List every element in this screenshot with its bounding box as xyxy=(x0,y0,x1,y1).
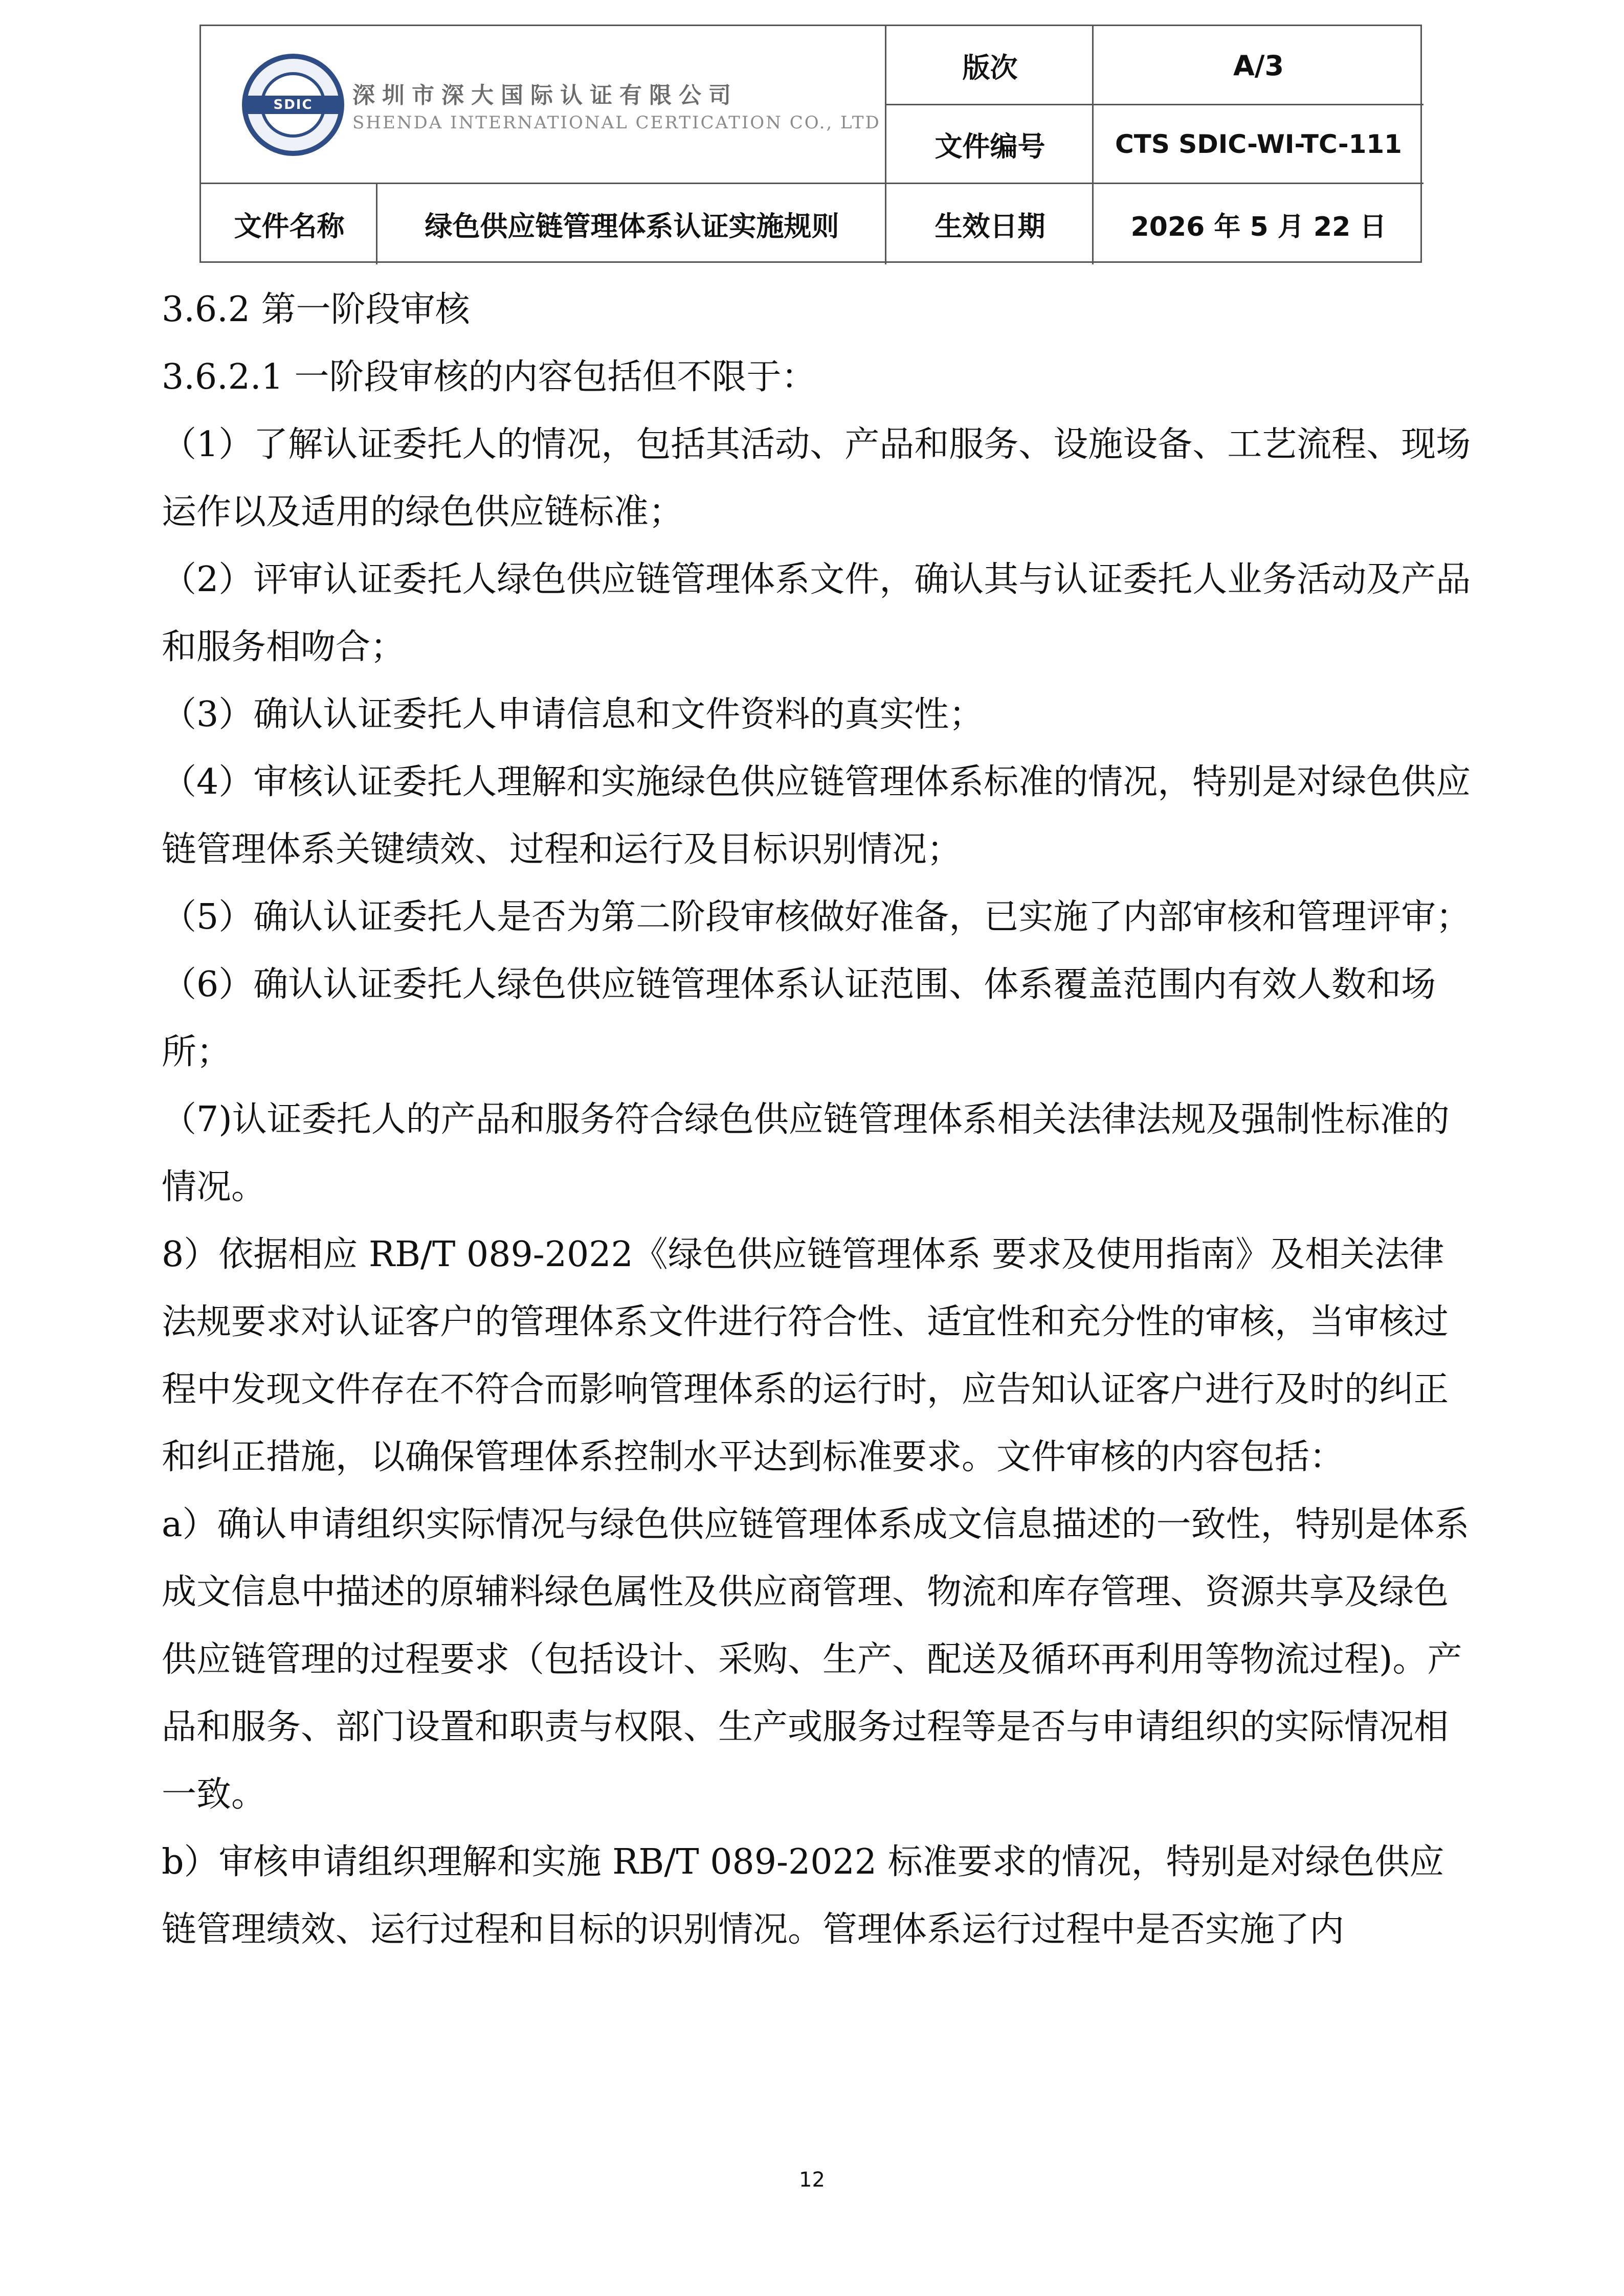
company-name-block xyxy=(352,77,881,133)
document-header-table xyxy=(199,25,1422,263)
logo-band-text: SDIC xyxy=(247,96,339,114)
list-item: a）确认申请组织实际情况与绿色供应链管理体系成文信息描述的一致性，特别是体系成文信息中描述的原辅料绿色属性及供应商管理、物流和库存管理、资源共享及绿色供应链管理的过程要求（包括设计、采购、生产、配送及循环再利用等物流过程)。产品和服务、部门设置和职责与权限、生产或服务过程等是否与申请组织的实际情况相一致。 xyxy=(162,1504,1470,1815)
subsection-heading: 3.6.2.1 一阶段审核的内容包括但不限于： xyxy=(162,357,816,397)
list-item: （7)认证委托人的产品和服务符合绿色供应链管理体系相关法律法规及强制性标准的情况。 xyxy=(162,1099,1450,1207)
list-item: （5）确认认证委托人是否为第二阶段审核做好准备，已实施了内部审核和管理评审； xyxy=(162,897,1471,937)
company-logo-icon xyxy=(242,54,344,156)
company-name-cn: 深圳市深大国际认证有限公司 xyxy=(352,82,738,108)
list-item: 8）依据相应 RB/T 089-2022《绿色供应链管理体系 要求及使用指南》及相关法律法规要求对认证客户的管理体系文件进行符合性、适宜性和充分性的审核，当审核过程中发现文件存在不符合而影响管理体系的运行时，应告知认证客户进行及时的纠正和纠正措施，以确保管理体系控制水平达到标准要求。文件审核的内容包括： xyxy=(162,1234,1449,1477)
table-divider xyxy=(201,183,1423,184)
list-item: （6）确认认证委托人绿色供应链管理体系认证范围、体系覆盖范围内有效人数和场所； xyxy=(162,964,1436,1072)
doc-number-label: 文件编号 xyxy=(935,130,1045,163)
table-divider xyxy=(376,184,377,264)
version-label: 版次 xyxy=(962,51,1018,84)
page-number: 12 xyxy=(799,2168,825,2192)
list-item: b）审核申请组织理解和实施 RB/T 089-2022 标准要求的情况，特别是对绿色供应链管理绩效、运行过程和目标的识别情况。管理体系运行过程中是否实施了内 xyxy=(162,1842,1444,1950)
list-item: （2）评审认证委托人绿色供应链管理体系文件，确认其与认证委托人业务活动及产品和服务相吻合； xyxy=(162,559,1471,667)
effective-date-value: 2026 年 5 月 22 日 xyxy=(1130,211,1387,242)
list-item: （3）确认认证委托人申请信息和文件资料的真实性； xyxy=(162,694,984,735)
company-logo-cell xyxy=(201,26,886,184)
table-divider xyxy=(885,26,886,264)
effective-date-label: 生效日期 xyxy=(935,210,1045,242)
version-value: A/3 xyxy=(1233,49,1284,82)
section-heading: 3.6.2 第一阶段审核 xyxy=(162,289,470,330)
document-body xyxy=(162,276,1471,1964)
doc-name-value: 绿色供应链管理体系认证实施规则 xyxy=(425,210,839,242)
list-item: （4）审核认证委托人理解和实施绿色供应链管理体系标准的情况，特别是对绿色供应链管理体系关键绩效、过程和运行及目标识别情况； xyxy=(162,762,1471,870)
doc-name-label: 文件名称 xyxy=(234,210,345,242)
doc-number-value: CTS SDIC-WI-TC-111 xyxy=(1115,129,1402,159)
table-divider xyxy=(1092,26,1094,264)
list-item: （1）了解认证委托人的情况，包括其活动、产品和服务、设施设备、工艺流程、现场运作以及适用的绿色供应链标准； xyxy=(162,424,1471,532)
company-name-en: SHENDA INTERNATIONAL CERTICATION CO., LTD xyxy=(352,112,881,133)
table-divider xyxy=(886,104,1423,105)
